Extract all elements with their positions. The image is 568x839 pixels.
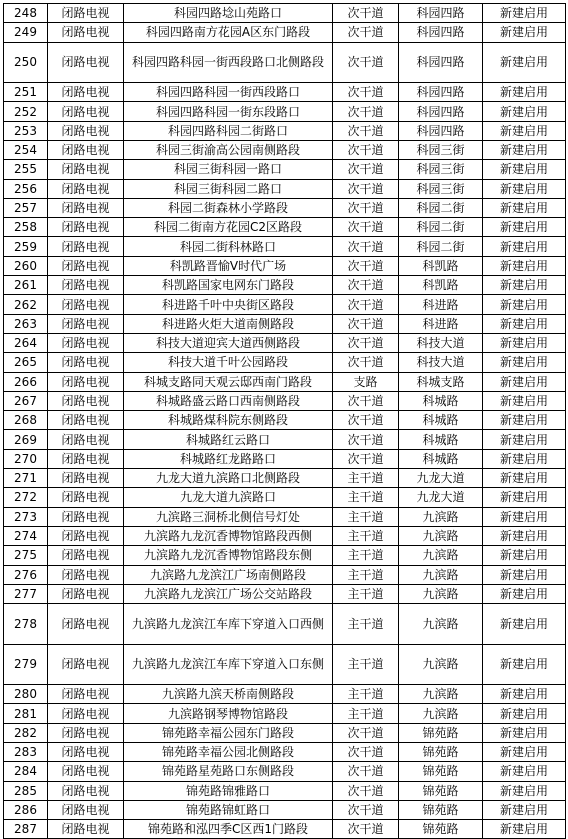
cell-device-type: 闭路电视 <box>48 411 124 430</box>
cell-road-name: 九滨路 <box>399 584 483 603</box>
table-row <box>4 295 566 314</box>
cell-location: 科园三街科园二路口 <box>124 179 333 198</box>
cell-device-type: 闭路电视 <box>48 140 124 159</box>
cell-row-number: 272 <box>4 488 48 507</box>
table-row <box>4 546 566 565</box>
cell-device-type: 闭路电视 <box>48 83 124 102</box>
cell-device-type: 闭路电视 <box>48 333 124 352</box>
cell-location: 科园三街渝高公园南侧路段 <box>124 140 333 159</box>
table-row <box>4 333 566 352</box>
cell-road-class: 次干道 <box>333 218 399 237</box>
cell-device-type: 闭路电视 <box>48 4 124 23</box>
table-row <box>4 102 566 121</box>
cell-row-number: 280 <box>4 685 48 704</box>
cell-status: 新建启用 <box>483 256 566 275</box>
cell-road-class: 次干道 <box>333 121 399 140</box>
cell-device-type: 闭路电视 <box>48 23 124 42</box>
cell-device-type: 闭路电视 <box>48 121 124 140</box>
cell-road-class: 次干道 <box>333 743 399 762</box>
cell-road-class: 次干道 <box>333 160 399 179</box>
cell-location: 科凯路晋愉V时代广场 <box>124 256 333 275</box>
cell-road-name: 科技大道 <box>399 333 483 352</box>
table-row <box>4 140 566 159</box>
cell-road-name: 科城路 <box>399 391 483 410</box>
cell-status: 新建启用 <box>483 4 566 23</box>
cell-road-name: 科城路 <box>399 449 483 468</box>
cell-road-name: 九滨路 <box>399 644 483 685</box>
cell-status: 新建启用 <box>483 83 566 102</box>
cell-device-type: 闭路电视 <box>48 353 124 372</box>
cell-location: 科技大道千叶公园路段 <box>124 353 333 372</box>
cell-road-name: 九滨路 <box>399 507 483 526</box>
cell-device-type: 闭路电视 <box>48 743 124 762</box>
table-row <box>4 762 566 781</box>
cell-road-name: 九滨路 <box>399 685 483 704</box>
cell-location: 九滨路九龙滨江广场公交站路段 <box>124 584 333 603</box>
table-row <box>4 488 566 507</box>
table-row <box>4 704 566 723</box>
cell-location: 科凯路国家电网东门路段 <box>124 276 333 295</box>
table-row <box>4 391 566 410</box>
cell-road-class: 次干道 <box>333 314 399 333</box>
cell-road-class: 次干道 <box>333 42 399 83</box>
cell-road-class: 次干道 <box>333 83 399 102</box>
table-row <box>4 743 566 762</box>
cell-device-type: 闭路电视 <box>48 237 124 256</box>
cell-location: 九滨路九龙滨江广场南侧路段 <box>124 565 333 584</box>
table-row <box>4 237 566 256</box>
cell-row-number: 274 <box>4 526 48 545</box>
cell-road-class: 次干道 <box>333 411 399 430</box>
cell-location: 科园四路埝山苑路口 <box>124 4 333 23</box>
cell-status: 新建启用 <box>483 449 566 468</box>
cell-road-name: 科技大道 <box>399 353 483 372</box>
cell-device-type: 闭路电视 <box>48 644 124 685</box>
table-row <box>4 820 566 839</box>
table-row <box>4 723 566 742</box>
cell-road-name: 锦苑路 <box>399 723 483 742</box>
cell-status: 新建启用 <box>483 723 566 742</box>
cell-location: 科城支路同天观云邸西南门路段 <box>124 372 333 391</box>
cell-road-class: 次干道 <box>333 237 399 256</box>
cell-device-type: 闭路电视 <box>48 488 124 507</box>
table-row <box>4 372 566 391</box>
cell-device-type: 闭路电视 <box>48 526 124 545</box>
cell-road-class: 次干道 <box>333 276 399 295</box>
cell-device-type: 闭路电视 <box>48 604 124 645</box>
cell-device-type: 闭路电视 <box>48 295 124 314</box>
cell-location: 九滨路九龙滨江车库下穿道入口东侧 <box>124 644 333 685</box>
cell-location: 科城路盛云路口西南侧路段 <box>124 391 333 410</box>
table-row <box>4 604 566 645</box>
cell-device-type: 闭路电视 <box>48 704 124 723</box>
cell-row-number: 256 <box>4 179 48 198</box>
cell-row-number: 265 <box>4 353 48 372</box>
cell-status: 新建启用 <box>483 743 566 762</box>
cell-row-number: 279 <box>4 644 48 685</box>
cell-device-type: 闭路电视 <box>48 276 124 295</box>
table-row <box>4 179 566 198</box>
cell-location: 科城路红龙路路口 <box>124 449 333 468</box>
cell-device-type: 闭路电视 <box>48 198 124 217</box>
cell-device-type: 闭路电视 <box>48 546 124 565</box>
cell-status: 新建启用 <box>483 179 566 198</box>
cell-road-class: 主干道 <box>333 526 399 545</box>
cell-row-number: 278 <box>4 604 48 645</box>
cell-status: 新建启用 <box>483 526 566 545</box>
cell-road-name: 科进路 <box>399 295 483 314</box>
cell-row-number: 276 <box>4 565 48 584</box>
cell-status: 新建启用 <box>483 237 566 256</box>
cell-device-type: 闭路电视 <box>48 820 124 839</box>
cell-road-class: 次干道 <box>333 762 399 781</box>
cell-road-name: 九滨路 <box>399 704 483 723</box>
cell-location: 锦苑路锦雅路口 <box>124 781 333 800</box>
cell-road-class: 次干道 <box>333 179 399 198</box>
cell-road-name: 锦苑路 <box>399 800 483 819</box>
cell-location: 锦苑路幸福公园北侧路段 <box>124 743 333 762</box>
cell-road-class: 主干道 <box>333 604 399 645</box>
cell-road-class: 次干道 <box>333 4 399 23</box>
cell-road-name: 科园二街 <box>399 198 483 217</box>
cell-location: 科园四路科园一街西段路口 <box>124 83 333 102</box>
table-row <box>4 276 566 295</box>
cell-location: 科园二街森林小学路段 <box>124 198 333 217</box>
cell-location: 科园三街科园一路口 <box>124 160 333 179</box>
table-row <box>4 800 566 819</box>
cell-status: 新建启用 <box>483 507 566 526</box>
cell-row-number: 248 <box>4 4 48 23</box>
cell-device-type: 闭路电视 <box>48 762 124 781</box>
cell-road-class: 次干道 <box>333 781 399 800</box>
cell-status: 新建启用 <box>483 391 566 410</box>
cell-location: 九滨路九滨天桥南侧路段 <box>124 685 333 704</box>
cell-device-type: 闭路电视 <box>48 391 124 410</box>
cell-road-name: 科园四路 <box>399 23 483 42</box>
cell-device-type: 闭路电视 <box>48 685 124 704</box>
cell-row-number: 282 <box>4 723 48 742</box>
cell-road-name: 科园四路 <box>399 83 483 102</box>
table-row <box>4 644 566 685</box>
cell-device-type: 闭路电视 <box>48 160 124 179</box>
cell-location: 锦苑路和泓四季C区西1门路段 <box>124 820 333 839</box>
cell-device-type: 闭路电视 <box>48 723 124 742</box>
cell-row-number: 262 <box>4 295 48 314</box>
cell-status: 新建启用 <box>483 160 566 179</box>
cell-row-number: 252 <box>4 102 48 121</box>
table-row <box>4 685 566 704</box>
cell-road-class: 次干道 <box>333 800 399 819</box>
cell-row-number: 277 <box>4 584 48 603</box>
cell-location: 科园二街科林路口 <box>124 237 333 256</box>
cell-road-class: 次干道 <box>333 333 399 352</box>
cell-location: 锦苑路星苑路口东侧路段 <box>124 762 333 781</box>
cell-road-name: 九滨路 <box>399 604 483 645</box>
table-row <box>4 23 566 42</box>
cell-row-number: 271 <box>4 469 48 488</box>
cell-location: 科城路煤科院东侧路段 <box>124 411 333 430</box>
cell-location: 九滨路三洞桥北侧信号灯处 <box>124 507 333 526</box>
cell-road-class: 次干道 <box>333 353 399 372</box>
cell-location: 九龙大道九滨路口 <box>124 488 333 507</box>
cell-status: 新建启用 <box>483 218 566 237</box>
cell-road-class: 主干道 <box>333 584 399 603</box>
cell-row-number: 259 <box>4 237 48 256</box>
cell-road-name: 科园三街 <box>399 179 483 198</box>
cell-device-type: 闭路电视 <box>48 565 124 584</box>
cell-status: 新建启用 <box>483 546 566 565</box>
cell-device-type: 闭路电视 <box>48 584 124 603</box>
cell-device-type: 闭路电视 <box>48 179 124 198</box>
cell-row-number: 255 <box>4 160 48 179</box>
cell-road-class: 次干道 <box>333 430 399 449</box>
cell-road-name: 科园四路 <box>399 102 483 121</box>
cell-road-name: 科园四路 <box>399 121 483 140</box>
cell-row-number: 285 <box>4 781 48 800</box>
cell-road-class: 主干道 <box>333 546 399 565</box>
cell-status: 新建启用 <box>483 644 566 685</box>
camera-list-table <box>3 3 566 839</box>
cell-status: 新建启用 <box>483 102 566 121</box>
cell-status: 新建启用 <box>483 704 566 723</box>
table-row <box>4 160 566 179</box>
table-row <box>4 314 566 333</box>
table-row <box>4 198 566 217</box>
cell-status: 新建启用 <box>483 314 566 333</box>
table-row <box>4 121 566 140</box>
cell-status: 新建启用 <box>483 42 566 83</box>
cell-location: 锦苑路锦虹路口 <box>124 800 333 819</box>
cell-row-number: 249 <box>4 23 48 42</box>
cell-row-number: 281 <box>4 704 48 723</box>
cell-status: 新建启用 <box>483 800 566 819</box>
cell-location: 科技大道迎宾大道西侧路段 <box>124 333 333 352</box>
cell-road-name: 九龙大道 <box>399 469 483 488</box>
cell-location: 科园二街南方花园C2区路段 <box>124 218 333 237</box>
cell-device-type: 闭路电视 <box>48 256 124 275</box>
cell-device-type: 闭路电视 <box>48 469 124 488</box>
cell-status: 新建启用 <box>483 762 566 781</box>
cell-device-type: 闭路电视 <box>48 42 124 83</box>
cell-location: 九滨路九龙沉香博物馆路段西侧 <box>124 526 333 545</box>
cell-road-class: 次干道 <box>333 140 399 159</box>
cell-road-class: 主干道 <box>333 704 399 723</box>
cell-road-name: 科园四路 <box>399 42 483 83</box>
cell-road-class: 次干道 <box>333 295 399 314</box>
cell-device-type: 闭路电视 <box>48 507 124 526</box>
cell-status: 新建启用 <box>483 685 566 704</box>
cell-row-number: 284 <box>4 762 48 781</box>
cell-status: 新建启用 <box>483 411 566 430</box>
cell-location: 科城路红云路口 <box>124 430 333 449</box>
cell-road-class: 主干道 <box>333 469 399 488</box>
cell-row-number: 270 <box>4 449 48 468</box>
cell-location: 科园四路科园二街路口 <box>124 121 333 140</box>
cell-road-class: 主干道 <box>333 685 399 704</box>
cell-road-name: 锦苑路 <box>399 762 483 781</box>
cell-road-name: 九滨路 <box>399 526 483 545</box>
cell-road-name: 科园四路 <box>399 4 483 23</box>
cell-location: 九滨路九龙沉香博物馆路段东侧 <box>124 546 333 565</box>
table-row <box>4 449 566 468</box>
cell-device-type: 闭路电视 <box>48 449 124 468</box>
table-row <box>4 411 566 430</box>
cell-location: 锦苑路幸福公园东门路段 <box>124 723 333 742</box>
cell-row-number: 251 <box>4 83 48 102</box>
table-row <box>4 218 566 237</box>
cell-status: 新建启用 <box>483 469 566 488</box>
cell-row-number: 266 <box>4 372 48 391</box>
cell-road-name: 科城支路 <box>399 372 483 391</box>
cell-row-number: 267 <box>4 391 48 410</box>
cell-road-name: 科园二街 <box>399 218 483 237</box>
cell-row-number: 260 <box>4 256 48 275</box>
table-row <box>4 353 566 372</box>
cell-status: 新建启用 <box>483 488 566 507</box>
cell-device-type: 闭路电视 <box>48 430 124 449</box>
cell-device-type: 闭路电视 <box>48 218 124 237</box>
cell-location: 科园四路南方花园A区东门路段 <box>124 23 333 42</box>
cell-row-number: 269 <box>4 430 48 449</box>
cell-road-name: 九滨路 <box>399 546 483 565</box>
cell-device-type: 闭路电视 <box>48 781 124 800</box>
cell-road-name: 科凯路 <box>399 256 483 275</box>
cell-road-name: 九滨路 <box>399 565 483 584</box>
cell-row-number: 263 <box>4 314 48 333</box>
cell-location: 九龙大道九滨路口北侧路段 <box>124 469 333 488</box>
cell-location: 九滨路九龙滨江车库下穿道入口西侧 <box>124 604 333 645</box>
cell-status: 新建启用 <box>483 353 566 372</box>
table-row <box>4 430 566 449</box>
cell-road-name: 科进路 <box>399 314 483 333</box>
table-row <box>4 584 566 603</box>
table-row <box>4 526 566 545</box>
cell-device-type: 闭路电视 <box>48 102 124 121</box>
cell-road-class: 支路 <box>333 372 399 391</box>
table-row <box>4 565 566 584</box>
cell-road-name: 科城路 <box>399 430 483 449</box>
cell-status: 新建启用 <box>483 430 566 449</box>
cell-road-name: 九龙大道 <box>399 488 483 507</box>
cell-road-name: 锦苑路 <box>399 743 483 762</box>
table-row <box>4 256 566 275</box>
cell-road-class: 次干道 <box>333 256 399 275</box>
cell-row-number: 254 <box>4 140 48 159</box>
cell-row-number: 261 <box>4 276 48 295</box>
cell-status: 新建启用 <box>483 781 566 800</box>
cell-row-number: 286 <box>4 800 48 819</box>
cell-row-number: 253 <box>4 121 48 140</box>
cell-row-number: 258 <box>4 218 48 237</box>
cell-device-type: 闭路电视 <box>48 372 124 391</box>
cell-status: 新建启用 <box>483 276 566 295</box>
cell-row-number: 250 <box>4 42 48 83</box>
cell-road-class: 次干道 <box>333 23 399 42</box>
cell-road-name: 锦苑路 <box>399 781 483 800</box>
cell-road-name: 锦苑路 <box>399 820 483 839</box>
cell-location: 九滨路钢琴博物馆路段 <box>124 704 333 723</box>
cell-status: 新建启用 <box>483 372 566 391</box>
cell-device-type: 闭路电视 <box>48 800 124 819</box>
cell-road-class: 主干道 <box>333 507 399 526</box>
table-row <box>4 42 566 83</box>
cell-row-number: 287 <box>4 820 48 839</box>
cell-location: 科园四路科园一街西段路口北侧路段 <box>124 42 333 83</box>
cell-road-name: 科园三街 <box>399 160 483 179</box>
table-row <box>4 4 566 23</box>
cell-status: 新建启用 <box>483 23 566 42</box>
cell-status: 新建启用 <box>483 604 566 645</box>
cell-road-class: 主干道 <box>333 644 399 685</box>
cell-road-class: 次干道 <box>333 102 399 121</box>
table-row <box>4 507 566 526</box>
cell-status: 新建启用 <box>483 820 566 839</box>
cell-road-class: 主干道 <box>333 565 399 584</box>
cell-device-type: 闭路电视 <box>48 314 124 333</box>
table-row <box>4 83 566 102</box>
cell-status: 新建启用 <box>483 295 566 314</box>
cell-row-number: 283 <box>4 743 48 762</box>
cell-status: 新建启用 <box>483 333 566 352</box>
cell-row-number: 257 <box>4 198 48 217</box>
cell-status: 新建启用 <box>483 121 566 140</box>
cell-status: 新建启用 <box>483 198 566 217</box>
cell-road-class: 次干道 <box>333 449 399 468</box>
cell-status: 新建启用 <box>483 584 566 603</box>
table-row <box>4 469 566 488</box>
cell-status: 新建启用 <box>483 565 566 584</box>
cell-road-name: 科园三街 <box>399 140 483 159</box>
table-row <box>4 781 566 800</box>
cell-row-number: 275 <box>4 546 48 565</box>
cell-row-number: 264 <box>4 333 48 352</box>
cell-road-name: 科城路 <box>399 411 483 430</box>
cell-road-name: 科凯路 <box>399 276 483 295</box>
cell-road-name: 科园二街 <box>399 237 483 256</box>
cell-location: 科进路火炬大道南侧路段 <box>124 314 333 333</box>
cell-row-number: 273 <box>4 507 48 526</box>
cell-road-class: 次干道 <box>333 820 399 839</box>
cell-road-class: 次干道 <box>333 198 399 217</box>
cell-road-class: 次干道 <box>333 723 399 742</box>
cell-row-number: 268 <box>4 411 48 430</box>
table-body <box>4 4 566 839</box>
cell-road-class: 次干道 <box>333 391 399 410</box>
cell-location: 科进路千叶中央街区路段 <box>124 295 333 314</box>
cell-status: 新建启用 <box>483 140 566 159</box>
cell-road-class: 主干道 <box>333 488 399 507</box>
cell-location: 科园四路科园一街东段路口 <box>124 102 333 121</box>
